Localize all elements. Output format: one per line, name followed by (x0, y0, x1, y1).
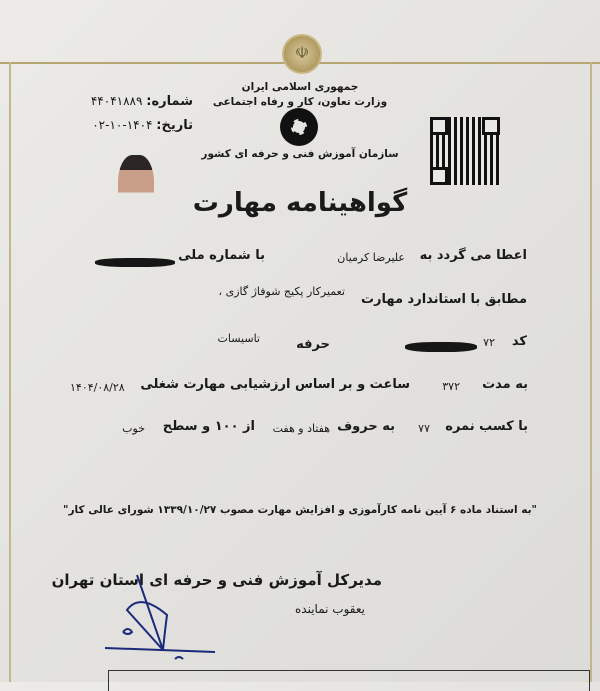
country-name: جمهوری اسلامی ایران (241, 81, 359, 93)
trade-value: تاسیسات (217, 332, 260, 345)
trade-label: حرفه (296, 337, 330, 352)
signature (105, 570, 220, 665)
qr-code[interactable] (430, 117, 500, 185)
organization-logo-icon (280, 108, 318, 146)
standard-value: تعمیرکار پکیج شوفاژ گازی ، (218, 285, 345, 298)
organization-name: سازمان آموزش فنی و حرفه ای کشور (201, 148, 399, 160)
holder-name: علیرضا کرمیان (337, 251, 405, 264)
granted-to-label: اعطا می گردد به (419, 248, 527, 263)
score-label: با کسب نمره (445, 419, 528, 434)
signatory-name: یعقوب نماینده (295, 602, 365, 616)
decorative-border-right (590, 62, 592, 682)
decorative-border-left (9, 62, 11, 682)
duration-value: ۳۷۲ (442, 380, 460, 393)
holder-photo (118, 155, 154, 223)
redacted-code (405, 342, 477, 352)
score-value: ۷۷ (418, 422, 430, 435)
assessment-date: ۱۴۰۴/۰۸/۲۸ (70, 381, 125, 394)
certificate-number (91, 94, 193, 109)
legal-note: "به استناد ماده ۶ آیین نامه کارآموزی و افزایش مهارت مصوب ۱۳۳۹/۱۰/۲۷ شورای عالی کار" (63, 504, 537, 516)
out-of-label: از ۱۰۰ و سطح (162, 419, 255, 434)
certificate-title: گواهینامه مهارت (192, 188, 408, 218)
national-id-label: با شماره ملی (178, 248, 265, 263)
in-words-label: به حروف (337, 419, 395, 434)
duration-suffix: ساعت و بر اساس ارزشیابی مهارت شغلی (140, 377, 410, 392)
footer-box (108, 670, 590, 691)
redacted-national-id (95, 258, 175, 267)
date-label: تاریخ: (156, 118, 193, 133)
number-value: ۴۴۰۴۱۸۸۹ (90, 94, 143, 108)
ministry-name: وزارت تعاون، کار و رفاه اجتماعی (212, 96, 388, 108)
certificate-date (92, 118, 193, 133)
duration-label: به مدت (482, 377, 528, 392)
standard-label: مطابق با استاندارد مهارت (360, 292, 527, 307)
in-words-value: هفتاد و هفت (272, 422, 330, 435)
code-visible-value: ۷۲ (483, 336, 495, 349)
number-label: شماره: (146, 94, 193, 109)
date-value: ۱۴۰۴-۱۰-۰۲ (92, 118, 153, 132)
signatory-title: مدیرکل آموزش فنی و حرفه ای استان تهران (51, 571, 382, 589)
level-value: خوب (122, 422, 145, 435)
code-label: کد (511, 334, 527, 349)
national-emblem-icon: ☫ (282, 34, 322, 74)
